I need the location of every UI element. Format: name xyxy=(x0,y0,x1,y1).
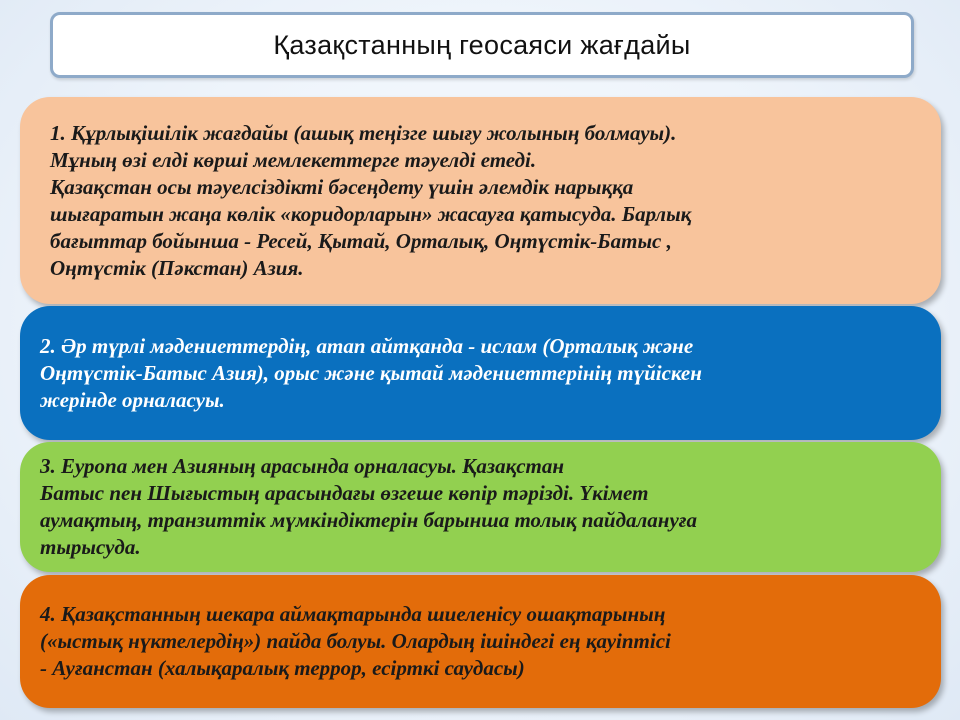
point-card-4 xyxy=(20,575,941,708)
slide-title: Қазақстанның геосаяси жағдайы xyxy=(273,29,691,60)
point-card-1 xyxy=(20,97,941,304)
point-text-4: 4. Қазақстанның шекара аймақтарында шиеленісу ошақтарының («ыстық нүктелердің») пайда болуы. Олардың ішіндегі ең қауіптісі - Ауғанстан (халықаралық террор, есірткі саудасы) xyxy=(40,602,671,680)
point-card-3 xyxy=(20,442,941,572)
point-card-2 xyxy=(20,306,941,440)
point-text-1: 1. Құрлықішілік жағдайы (ашық теңізге шығу жолының болмауы). Мұның өзі елді көрші мемлекеттерге тәуелді етеді. Қазақстан осы тәуелсіздікті бәсеңдету үшін әлемдік нарыққа шығаратын жаңа көлік «коридорларын» жасауға қатысуда. Барлық бағыттар бойынша - Ресей, Қытай, Орталық, Оңтүстік-Батыс , Оңтүстік (Пәкстан) Азия. xyxy=(50,120,692,280)
title-box xyxy=(50,12,914,78)
point-text-3: 3. Еуропа мен Азияның арасында орналасуы. Қазақстан Батыс пен Шығыстың арасындағы өзгеше көпір тәрізді. Үкімет аумақтың, транзиттік мүмкіндіктерін барынша толық пайдалануға тырысуда. xyxy=(40,454,698,559)
point-text-2: 2. Әр түрлі мәдениеттердің, атап айтқанда - ислам (Орталық және Оңтүстік-Батыс Азия), орыс және қытай мәдениеттерінің түйіскен жерінде орналасуы. xyxy=(40,333,702,412)
